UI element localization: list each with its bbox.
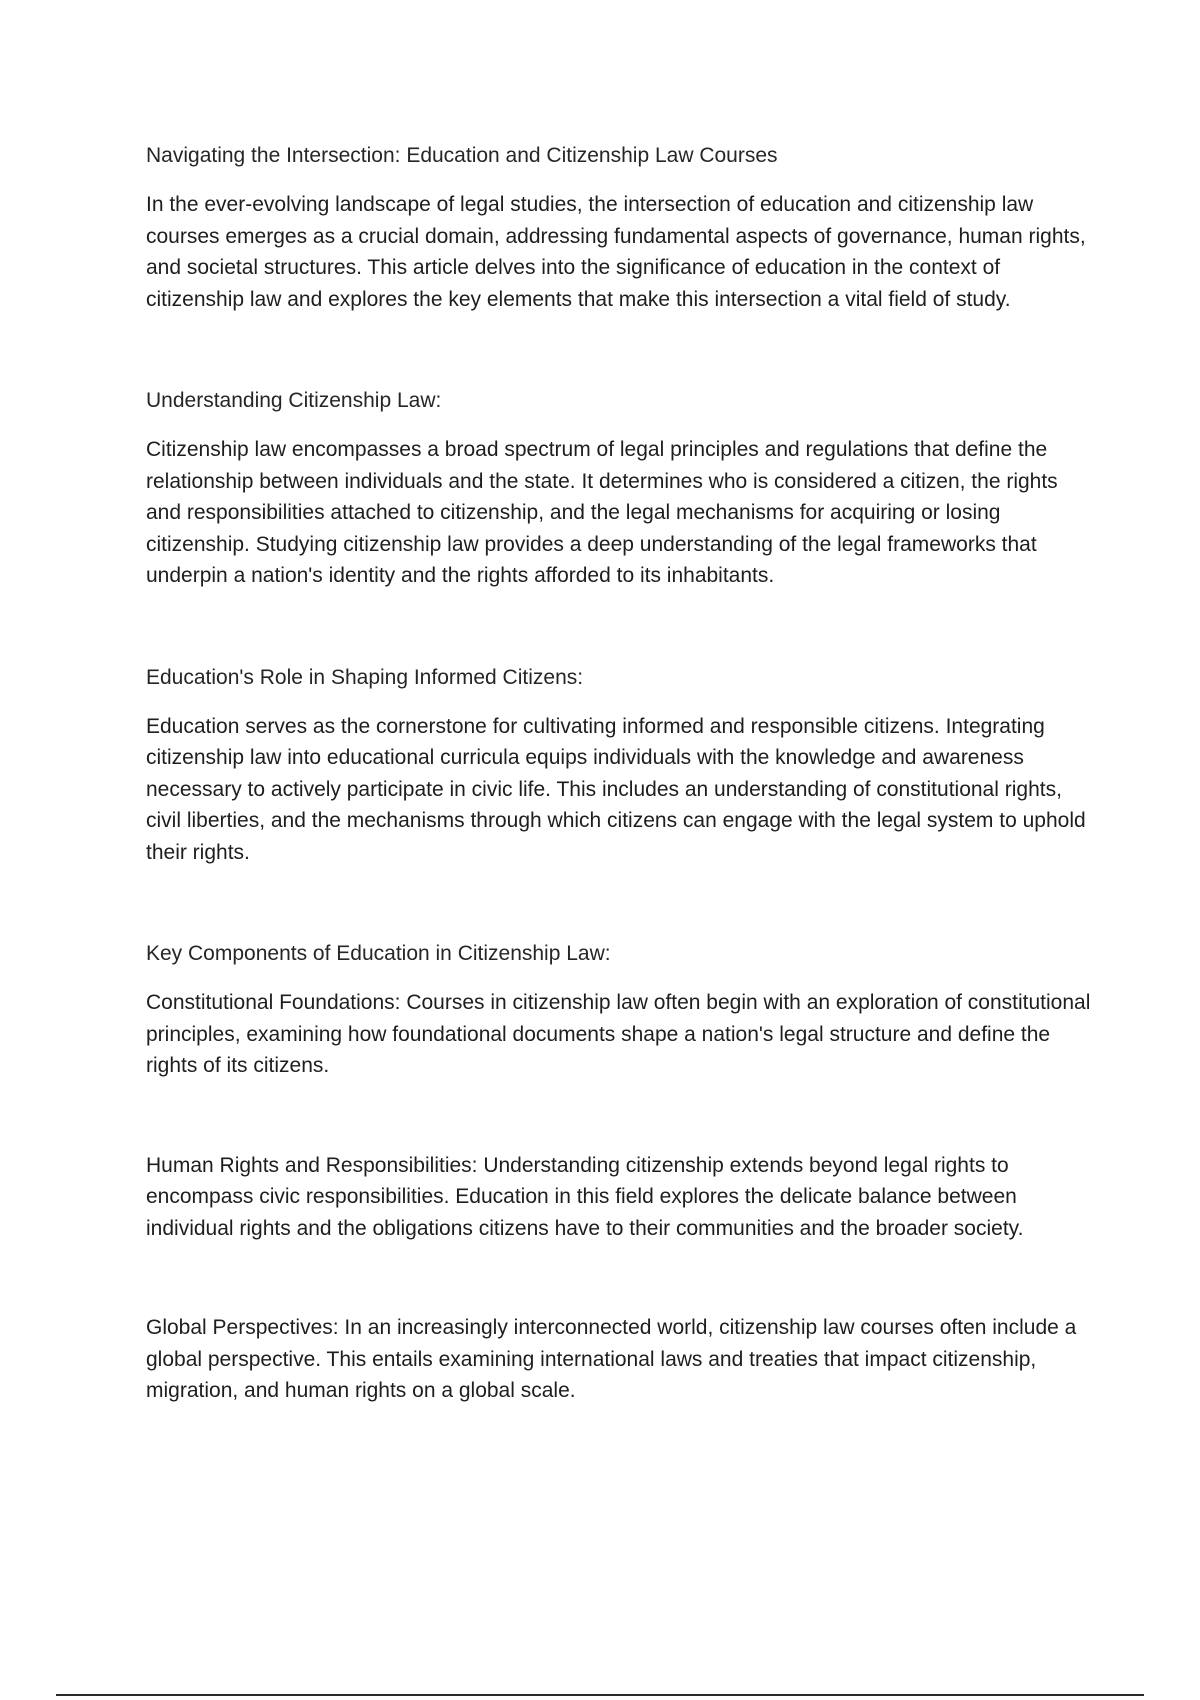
document-title: Navigating the Intersection: Education and Citizenship Law Courses (146, 144, 778, 167)
section-body-understanding: Citizenship law encompasses a broad spectrum of legal principles and regulations that define the relationship between individuals and the state. It determines who is considered a citizen, the rights and responsibilities attached to citizenship, and the legal mechanisms for acquiring or losing citizenship. Studying citizenship law provides a deep understanding of the legal frameworks that underpin a nation's identity and the rights afforded to its inhabitants. (146, 438, 1058, 587)
section-heading-education-role: Education's Role in Shaping Informed Citizens: (146, 665, 584, 689)
spacer (146, 592, 1094, 662)
component-item-global: Global Perspectives: In an increasingly interconnected world, citizenship law courses often include a global perspective. This entails examining international laws and treaties that impact citizenship, migration, and human rights on a global scale. (146, 1316, 1077, 1402)
section-heading-understanding: Understanding Citizenship Law: (146, 389, 442, 412)
component-item-constitutional: Constitutional Foundations: Courses in citizenship law often begin with an exploration of constitutional principles, examining how foundational documents shape a nation's legal structure and define the rights of its citizens. (146, 991, 1091, 1077)
document-body (146, 140, 1094, 1407)
spacer (146, 1082, 1094, 1150)
spacer (146, 868, 1094, 938)
component-item-human-rights: Human Rights and Responsibilities: Understanding citizenship extends beyond legal rights to encompass civic responsibilities. Education in this field explores the delicate balance between individual rights and the obligations citizens have to their communities and the broader society. (146, 1153, 1024, 1240)
section-heading-key-components: Key Components of Education in Citizenship Law: (146, 942, 611, 965)
section-body-education-role: Education serves as the cornerstone for cultivating informed and responsible citizens. Integrating citizenship law into educational curricula equips individuals with the knowledge and awareness necessary to actively participate in civic life. This includes an understanding of constitutional rights, civil liberties, and the mechanisms through which citizens can engage with the legal system to uphold their rights. (146, 714, 1086, 864)
spacer (146, 315, 1094, 385)
spacer (146, 1244, 1094, 1312)
footer-divider (56, 1694, 1144, 1696)
intro-paragraph: In the ever-evolving landscape of legal studies, the intersection of education and citizenship law courses emerges as a crucial domain, addressing fundamental aspects of governance, human rights, and societal structures. This article delves into the significance of education in the context of citizenship law and explores the key elements that make this intersection a vital field of study. (146, 193, 1086, 311)
